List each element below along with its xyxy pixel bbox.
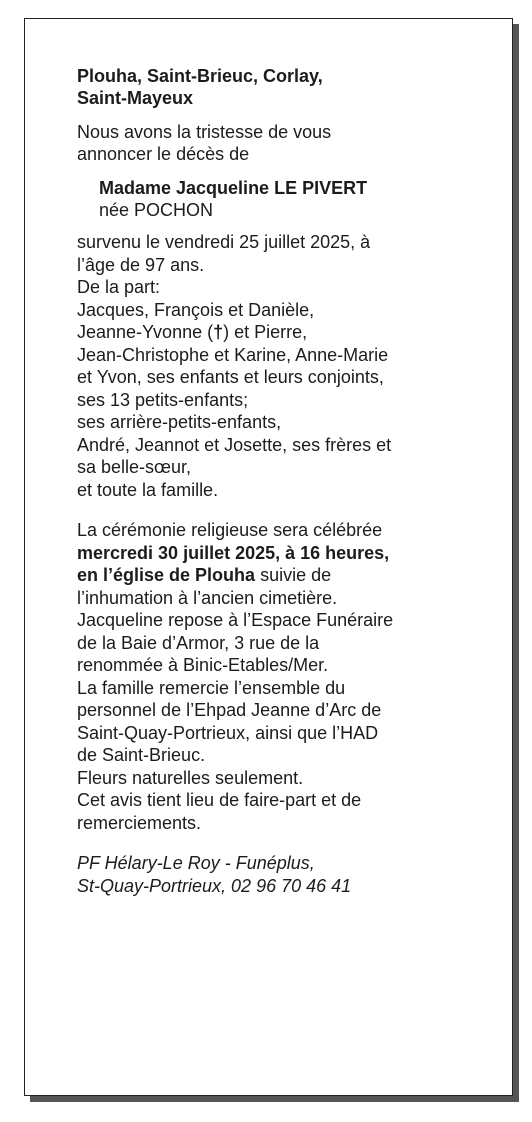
detail-line: Jean-Christophe et Karine, Anne-Marie [77,344,389,365]
cross-icon: † [213,322,224,342]
intro-line-2: annoncer le décès de [77,144,250,164]
ceremony-line: de la Baie d’Armor, 3 rue de la [77,632,320,653]
family-details [77,231,494,501]
ceremony-line: personnel de l’Ehpad Jeanne d’Arc de [77,700,382,720]
ceremony-line: La famille remercie l’ensemble du [77,677,346,698]
ceremony-line: Jacqueline repose à l’Espace Funéraire [77,610,394,630]
maiden-name: née POCHON [99,200,214,220]
deceased-block [99,177,494,221]
ceremony-line: de Saint-Brieuc. [77,745,206,765]
jeanne-after: ) et Pierre, [223,322,308,342]
intro-line-1: Nous avons la tristesse de vous [77,122,332,142]
ceremony-church-line [77,564,494,587]
funeral-home-name: PF Hélary-Le Roy - Funéplus, [77,853,315,873]
detail-line: sa belle-sœur, [77,457,192,477]
deceased-name: Madame Jacqueline LE PIVERT [99,178,368,198]
ceremony-line: remerciements. [77,812,202,833]
obituary-notice [24,18,513,1096]
heading-line-2: Saint-Mayeux [77,88,194,108]
detail-line: André, Jeannot et Josette, ses frères et [77,434,392,455]
detail-line: l’âge de 97 ans. [77,254,205,275]
detail-line: ses 13 petits-enfants; [77,389,249,410]
detail-line-jeanne [77,321,494,344]
jeanne-before: Jeanne-Yvonne ( [77,322,214,342]
locations-heading [77,65,494,109]
detail-line: et Yvon, ses enfants et leurs conjoints, [77,367,384,387]
ceremony-line: Fleurs naturelles seulement. [77,767,304,788]
detail-line: De la part: [77,277,161,297]
detail-line: et toute la famille. [77,479,219,500]
ceremony-line: La cérémonie religieuse sera célébrée [77,520,383,540]
funeral-home [77,852,494,897]
ceremony-date: mercredi 30 juillet 2025, à 16 heures, [77,542,390,563]
detail-line: Jacques, François et Danièle, [77,299,315,320]
ceremony-line: Saint-Quay-Portrieux, ainsi que l’HAD [77,722,379,743]
intro-text [77,121,494,165]
ceremony-line: renommée à Binic-Etables/Mer. [77,655,329,675]
ceremony-church: en l’église de Plouha [77,565,256,585]
ceremony-after-church: suivie de [255,565,332,585]
detail-line: ses arrière-petits-enfants, [77,412,282,432]
ceremony-details [77,519,494,834]
heading-line-1: Plouha, Saint-Brieuc, Corlay, [77,66,323,86]
ceremony-line: Cet avis tient lieu de faire-part et de [77,790,362,810]
ceremony-line: l’inhumation à l’ancien cimetière. [77,587,338,608]
detail-line: survenu le vendredi 25 juillet 2025, à [77,232,371,252]
funeral-home-contact: St-Quay-Portrieux, 02 96 70 46 41 [77,875,352,896]
